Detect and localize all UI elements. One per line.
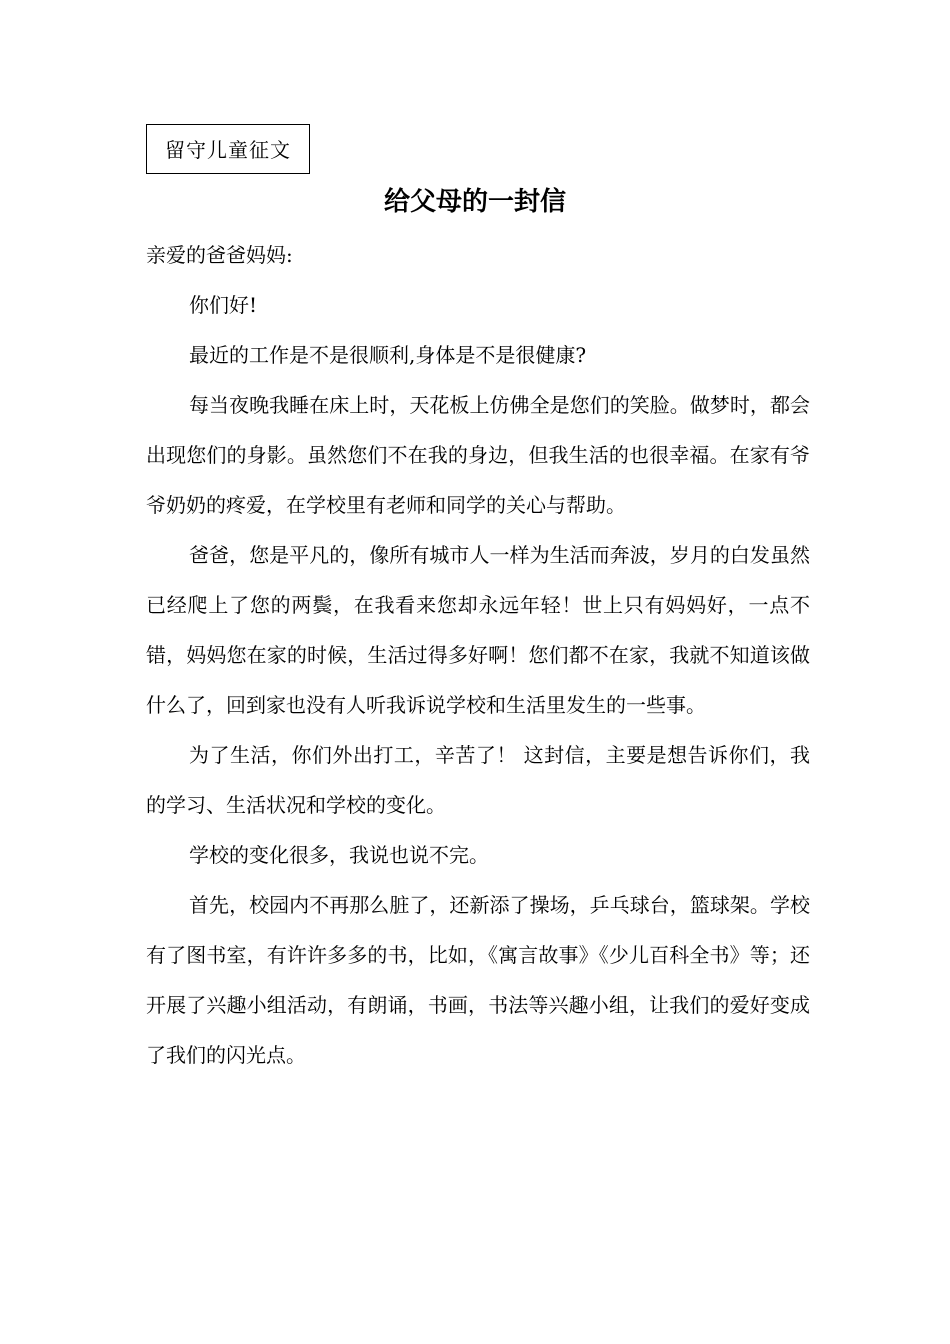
letter-paragraph: 每当夜晚我睡在床上时，天花板上仿佛全是您们的笑脸。做梦时，都会出现您们的身影。虽然您们不在我的身边，但我生活的也很幸福。在家有爷爷奶奶的疼爱，在学校里有老师和同学的关心与帮助。 <box>146 393 810 517</box>
letter-paragraph: 爸爸，您是平凡的，像所有城市人一样为生活而奔波，岁月的白发虽然已经爬上了您的两鬓，在我看来您却永远年轻！世上只有妈妈好，一点不错，妈妈您在家的时候，生活过得多好啊！您们都不在家，我就不知道该做什么了，回到家也没有人听我诉说学校和生活里发生的一些事。 <box>146 543 810 717</box>
letter-paragraph: 你们好! <box>189 293 258 317</box>
category-tag-box: 留守儿童征文 <box>146 124 310 174</box>
letter-paragraph: 学校的变化很多，我说也说不完。 <box>189 843 489 867</box>
letter-paragraph: 最近的工作是不是很顺利,身体是不是很健康? <box>189 343 587 367</box>
letter-title: 给父母的一封信 <box>383 187 566 217</box>
letter-salutation: 亲爱的爸爸妈妈: <box>146 243 293 267</box>
letter-body <box>146 230 810 1080</box>
letter-paragraph: 首先，校园内不再那么脏了，还新添了操场，乒乓球台，篮球架。学校有了图书室，有许许多多的书，比如，《寓言故事》《少儿百科全书》等；还开展了兴趣小组活动，有朗诵，书画，书法等兴趣小组，让我们的爱好变成了我们的闪光点。 <box>146 893 810 1067</box>
letter-paragraph: 为了生活，你们外出打工，辛苦了！ 这封信，主要是想告诉你们，我的学习、生活状况和学校的变化。 <box>146 743 810 817</box>
